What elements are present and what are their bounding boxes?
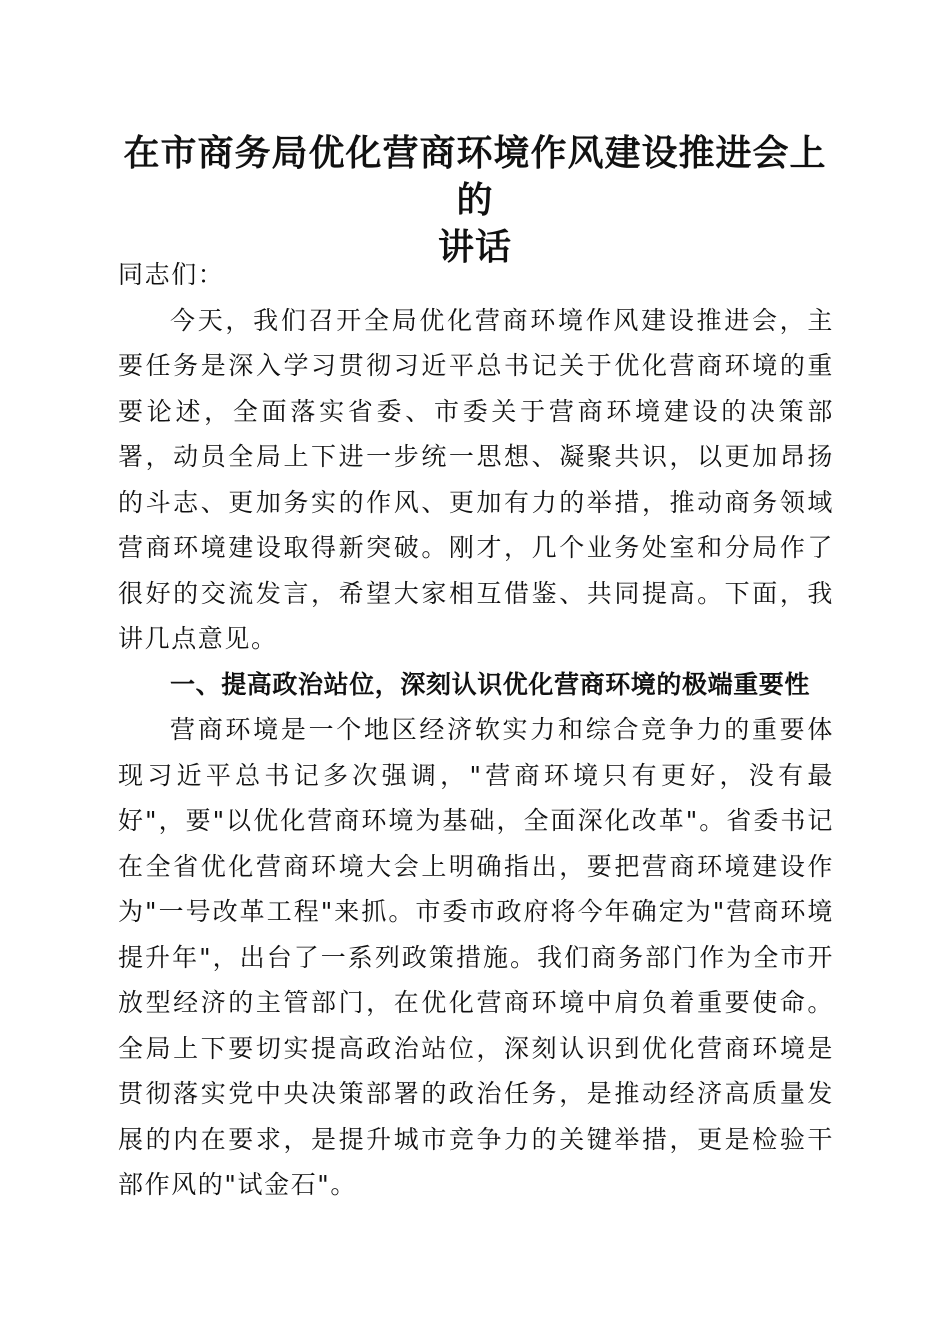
section-heading-1: 一、提高政治站位，深刻认识优化营商环境的极端重要性 xyxy=(170,669,811,699)
document-body xyxy=(118,252,834,1208)
salutation: 同志们： xyxy=(118,260,225,289)
paragraph-section-1: 营商环境是一个地区经济软实力和综合竞争力的重要体现习近平总书记多次强调，"营商环境只有更好，没有最好"，要"以优化营商环境为基础，全面深化改革"。省委书记在全省优化营商环境大会上明确指出，要把营商环境建设作为"一号改革工程"来抓。市委市政府将今年确定为"营商环境提升年"，出台了一系列政策措施。我们商务部门作为全市开放型经济的主管部门，在优化营商环境中肩负着重要使命。全局上下要切实提高政治站位，深刻认识到优化营商环境是贯彻落实党中央决策部署的政治任务，是推动经济高质量发展的内在要求，是提升城市竞争力的关键举措，更是检验干部作风的"试金石"。 xyxy=(118,715,834,1199)
title-line-1: 在市商务局优化营商环境作风建设推进会上的 xyxy=(123,132,827,221)
title-line-2: 讲话 xyxy=(437,226,512,268)
paragraph-intro: 今天，我们召开全局优化营商环境作风建设推进会，主要任务是深入学习贯彻习近平总书记关于优化营商环境的重要论述，全面落实省委、市委关于营商环境建设的决策部署，动员全局上下进一步统一思想、凝聚共识，以更加昂扬的斗志、更加务实的作风、更加有力的举措，推动商务领域营商环境建设取得新突破。刚才，几个业务处室和分局作了很好的交流发言，希望大家相互借鉴、共同提高。下面，我讲几点意见。 xyxy=(118,305,834,653)
document-title xyxy=(110,130,840,271)
